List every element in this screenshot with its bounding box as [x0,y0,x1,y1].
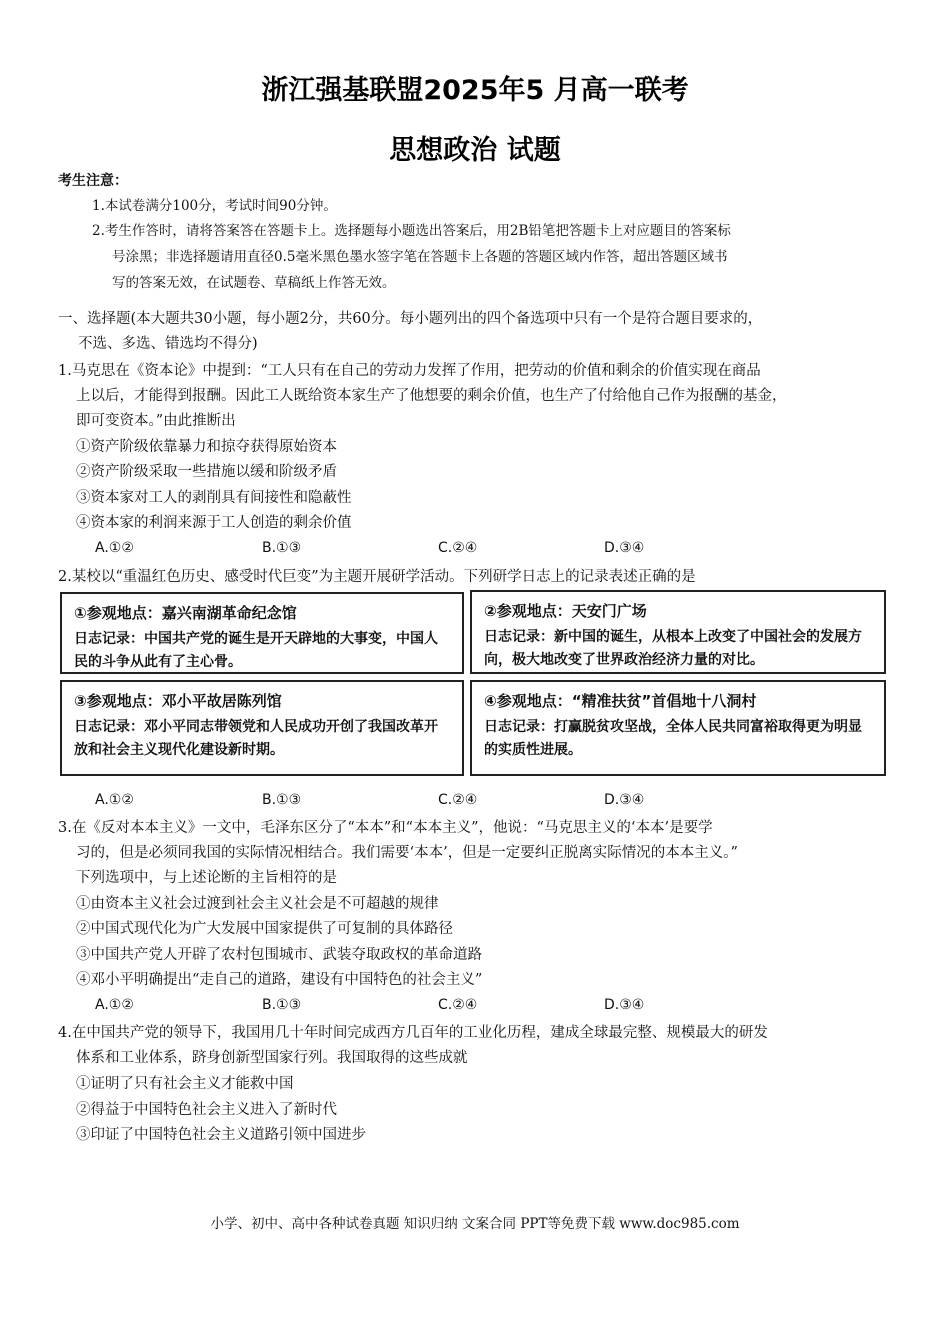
card-log: 日志记录：中国共产党的诞生是开天辟地的大事变，中国人民的斗争从此有了主心骨。 [74,631,438,670]
card-location: ①参观地点：嘉兴南湖革命纪念馆 [74,604,297,622]
statement: ④邓小平明确提出“走自己的道路，建设有中国特色的社会主义” [76,972,483,988]
statement: ②得益于中国特色社会主义进入了新时代 [76,1102,337,1118]
option-c: C.②④ [438,540,478,556]
card-location: ③参观地点：邓小平故居陈列馆 [74,692,282,710]
statement: ①证明了只有社会主义才能救中国 [76,1076,294,1092]
study-log-card-3 [60,680,464,776]
option-b: B.①③ [262,540,302,556]
exam-title: 浙江强基联盟2025年5 月高一联考 [261,75,689,106]
option-c: C.②④ [438,792,478,808]
question-1-stem: 1.马克思在《资本论》中提到：“工人只有在自己的劳动力发挥了作用，把劳动的价值和剩余的价值实现在商品 [58,363,761,379]
option-d: D.③④ [604,792,645,808]
notice-line: 号涂黑；非选择题请用直径0.5毫米黑色墨水签字笔在答题卡上各题的答题区域内作答，超出答题区域书 [112,249,728,265]
statement: ②中国式现代化为广大发展中国家提供了可复制的具体路径 [76,921,453,937]
option-b: B.①③ [262,997,302,1013]
option-c: C.②④ [438,997,478,1013]
exam-subtitle: 思想政治 试题 [389,135,561,166]
question-4-stem: 体系和工业体系，跻身创新型国家行列。我国取得的这些成就 [76,1050,468,1066]
question-4-stem: 4.在中国共产党的领导下，我国用几十年时间完成西方几百年的工业化历程，建成全球最完整、规模最大的研发 [58,1025,768,1041]
card-log: 日志记录：新中国的诞生，从根本上改变了中国社会的发展方向，极大地改变了世界政治经济力量的对比。 [484,629,862,668]
statement: ④资本家的利润来源于工人创造的剩余价值 [76,515,352,531]
notice-line: 写的答案无效，在试题卷、草稿纸上作答无效。 [112,275,396,291]
option-a: A.①② [95,792,134,808]
statement: ③印证了中国特色社会主义道路引领中国进步 [76,1127,366,1143]
card-location: ④参观地点：“精准扶贫”首倡地十八洞村 [484,692,757,710]
statement: ①资产阶级依靠暴力和掠夺获得原始资本 [76,439,337,455]
question-1-stem: 即可变资本。”由此推断出 [76,413,236,429]
question-2-stem: 2.某校以“重温红色历史、感受时代巨变”为主题开展研学活动。下列研学日志上的记录表述正确的是 [58,569,696,585]
question-3-stem: 习的，但是必须同我国的实际情况相结合。我们需要‘本本’，但是一定要纠正脱离实际情况的本本主义。” [76,845,738,861]
notice-line: 2.考生作答时，请将答案答在答题卡上。选择题每小题选出答案后，用2B铅笔把答题卡上对应题目的答案标 [92,223,731,239]
question-1-stem: 上以后，才能得到报酬。因此工人既给资本家生产了他想要的剩余价值，也生产了付给他自己作为报酬的基金， [76,388,787,404]
card-log: 日志记录：邓小平同志带领党和人民成功开创了我国改革开放和社会主义现代化建设新时期。 [74,719,438,758]
statement: ①由资本主义社会过渡到社会主义社会是不可超越的规律 [76,896,439,912]
section-heading: 一、选择题(本大题共30小题，每小题2分，共60分。每小题列出的四个备选项中只有一个是符合题目要求的， [58,311,763,327]
option-a: A.①② [95,997,134,1013]
study-log-card-2 [470,590,886,674]
notice-heading: 考生注意： [58,173,128,189]
question-3-stem: 下列选项中，与上述论断的主旨相符的是 [76,870,337,886]
option-b: B.①③ [262,792,302,808]
option-d: D.③④ [604,997,645,1013]
question-3-stem: 3.在《反对本本主义》一文中，毛泽东区分了“本本”和“本本主义”，他说：“马克思主义的‘本本’是要学 [58,820,713,836]
statement: ②资产阶级采取一些措施以缓和阶级矛盾 [76,464,337,480]
statement: ③中国共产党人开辟了农村包围城市、武装夺取政权的革命道路 [76,947,482,963]
card-log: 日志记录：打赢脱贫攻坚战，全体人民共同富裕取得更为明显的实质性进展。 [484,719,862,758]
notice-line: 1.本试卷满分100分，考试时间90分钟。 [92,198,337,214]
study-log-card-1 [60,592,464,674]
section-heading-cont: 不选、多选、错选均不得分) [78,336,258,352]
footer-text: 小学、初中、高中各种试卷真题 知识归纳 文案合同 PPT等免费下载 www.doc985.com [210,1216,740,1232]
option-a: A.①② [95,540,134,556]
card-location: ②参观地点：天安门广场 [484,602,647,620]
statement: ③资本家对工人的剥削具有间接性和隐蔽性 [76,490,352,506]
study-log-card-4 [470,680,886,776]
option-d: D.③④ [604,540,645,556]
